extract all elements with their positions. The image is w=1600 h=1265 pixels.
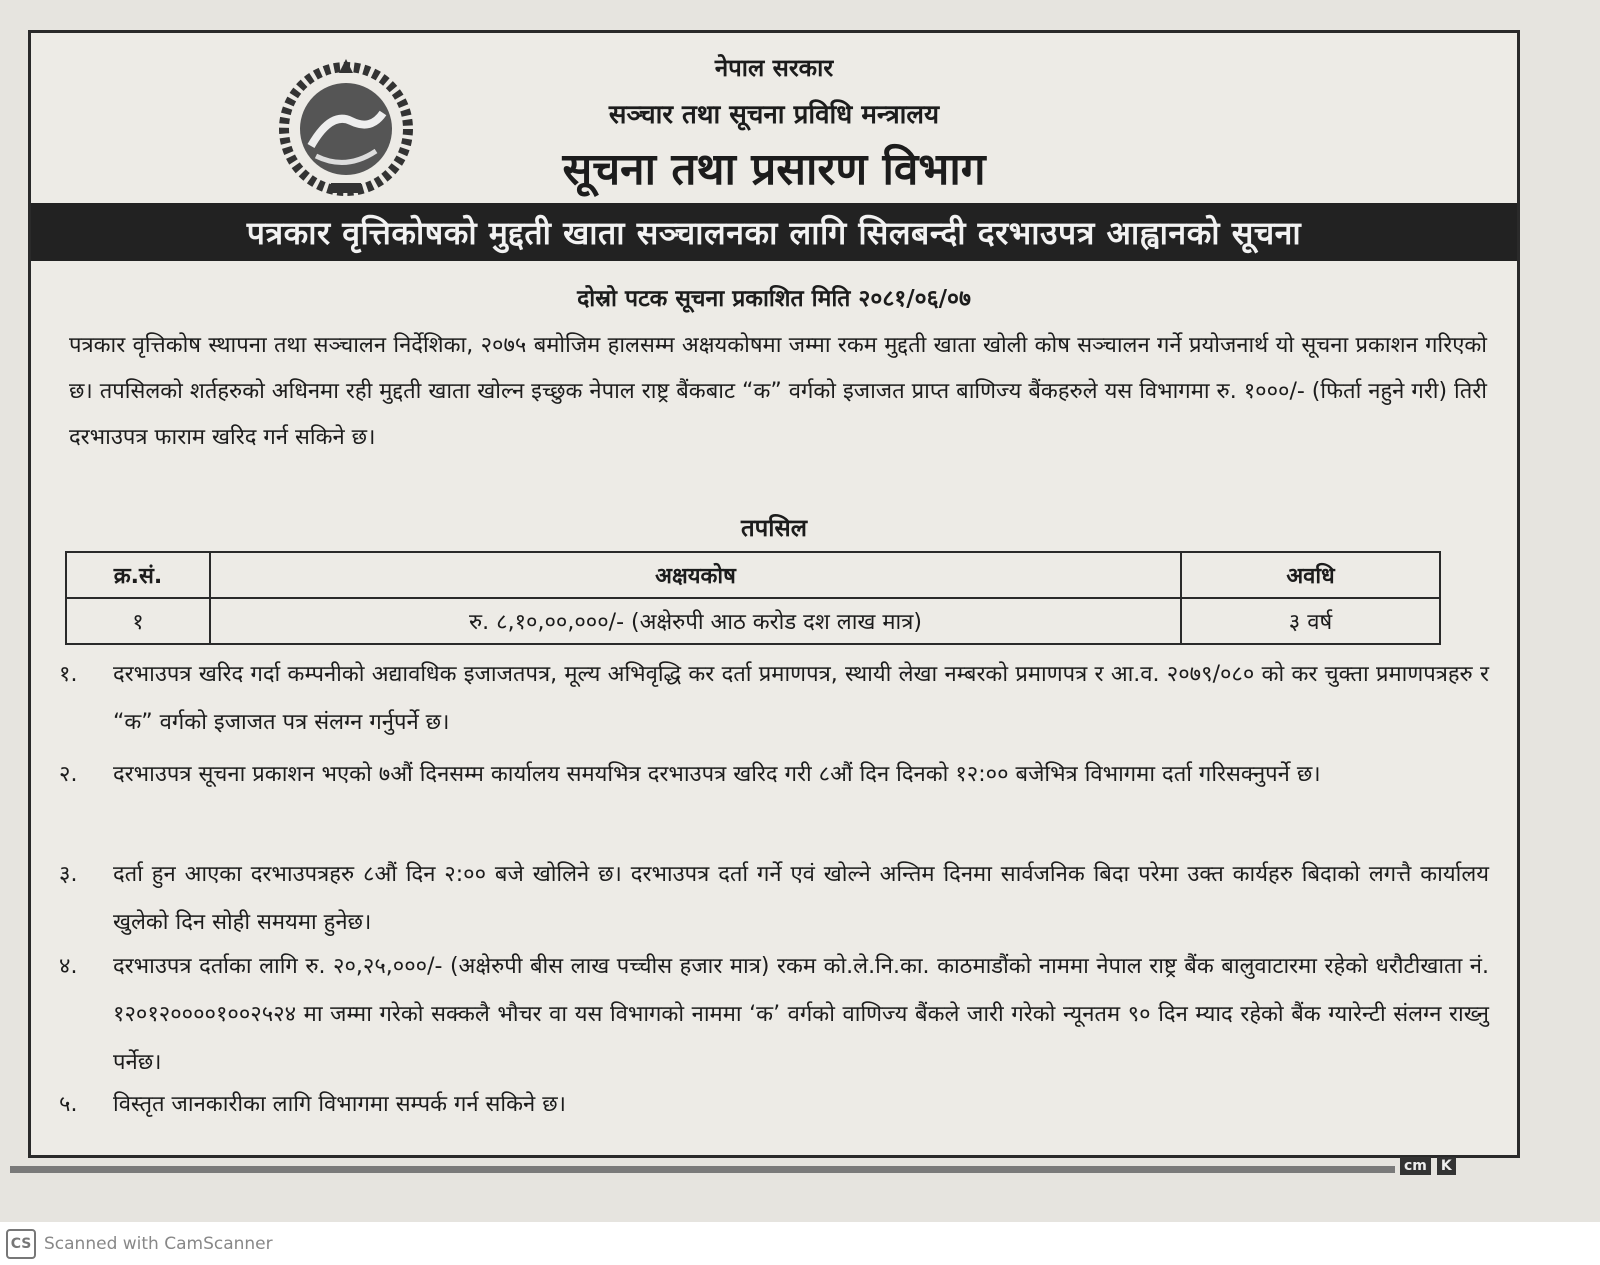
- condition-text: दरभाउपत्र खरिद गर्दा कम्पनीको अद्यावधिक इजाजतपत्र, मूल्य अभिवृद्धि कर दर्ता प्रमाणपत्र, स्थायी लेखा नम्बरको प्रमाणपत्र र आ.व. २०७९/०८० को कर चुक्ता प्रमाणपत्रहरु र “क” वर्गको इजाजत पत्र संलग्न गर्नुपर्ने छ।: [113, 662, 1489, 735]
- ministry-name: सञ्चार तथा सूचना प्रविधि मन्त्रालय: [608, 100, 940, 130]
- condition-item-2: [59, 751, 1489, 799]
- publication-date: दोस्रो पटक सूचना प्रकाशित मिति २०८१/०६/०७: [577, 286, 971, 312]
- scanner-footer: [0, 1222, 1600, 1265]
- print-mark-k: K: [1437, 1157, 1456, 1175]
- condition-number: २.: [59, 762, 78, 787]
- condition-item-3: [59, 851, 1489, 947]
- condition-text: विस्तृत जानकारीका लागि विभागमा सम्पर्क गर्न सकिने छ।: [113, 1092, 566, 1117]
- condition-number: ५.: [59, 1092, 78, 1117]
- cell-endowment-amount: रु. ८,१०,००,०००/- (अक्षेरुपी आठ करोड दश लाख मात्र): [210, 598, 1181, 644]
- notice-box: [28, 30, 1520, 1158]
- condition-text: दर्ता हुन आएका दरभाउपत्रहरु ८औं दिन २:०० बजे खोलिने छ। दरभाउपत्र दर्ता गर्ने एवं खोल्ने अन्तिम दिनमा सार्वजनिक बिदा परेमा उक्त कार्यहरु बिदाको लगत्तै कार्यालय खुलेको दिन सोही समयमा हुनेछ।: [113, 862, 1489, 935]
- condition-item-1: [59, 651, 1489, 747]
- print-registration-marks: [1400, 1157, 1456, 1175]
- condition-text: दरभाउपत्र सूचना प्रकाशन भएको ७औं दिनसम्म कार्यालय समयभित्र दरभाउपत्र खरिद गरी ८औं दिन दिनको १२:०० बजेभित्र विभागमा दर्ता गरिसक्नुपर्ने छ।: [113, 762, 1321, 787]
- schedule-title: तपसिल: [740, 514, 808, 542]
- condition-item-5: [59, 1081, 1489, 1129]
- column-header-endowment: अक्षयकोष: [210, 552, 1181, 598]
- intro-paragraph: पत्रकार वृत्तिकोष स्थापना तथा सञ्चालन निर्देशिका, २०७५ बमोजिम हालसम्म अक्षयकोषमा जम्मा रकम मुद्दती खाता खोली कोष सञ्चालन गर्ने प्रयोजनार्थ यो सूचना प्रकाशन गरिएको छ। तपसिलको शर्तहरुको अधिनमा रही मुद्दती खाता खोल्न इच्छुक नेपाल राष्ट्र बैंकबाट “क” वर्गको इजाजत प्राप्त बाणिज्य बैंकहरुले यस विभागमा रु. १०००/- (फिर्ता नहुने गरी) तिरी दरभाउपत्र फाराम खरिद गर्न सकिने छ।: [69, 333, 1487, 450]
- table-row: [66, 598, 1440, 644]
- print-rule: [10, 1166, 1395, 1173]
- camscanner-logo-icon: CS: [6, 1229, 36, 1259]
- condition-item-4: [59, 943, 1489, 1087]
- print-mark-cm: cm: [1400, 1157, 1431, 1175]
- cell-duration: ३ वर्ष: [1181, 598, 1440, 644]
- notice-title-banner: पत्रकार वृत्तिकोषको मुद्दती खाता सञ्चालनका लागि सिलबन्दी दरभाउपत्र आह्वानको सूचना: [31, 203, 1517, 261]
- table-header-row: [66, 552, 1440, 598]
- column-header-duration: अवधि: [1181, 552, 1440, 598]
- condition-number: ३.: [59, 862, 78, 887]
- column-header-serial: क्र.सं.: [66, 552, 210, 598]
- schedule-table: [65, 551, 1441, 645]
- condition-text: दरभाउपत्र दर्ताका लागि रु. २०,२५,०००/- (अक्षेरुपी बीस लाख पच्चीस हजार मात्र) रकम को.ले.नि.का. काठमाडौंको नाममा नेपाल राष्ट्र बैंक बालुवाटारमा रहेको धरौटीखाता नं. १२०१२००००१००२५२४ मा जम्मा गरेको सक्कलै भौचर वा यस विभागको नाममा ‘क’ वर्गको वाणिज्य बैंकले जारी गरेको न्यूनतम ९० दिन म्याद रहेको बैंक ग्यारेन्टी संलग्न राख्नु पर्नेछ।: [113, 954, 1489, 1075]
- condition-number: ४.: [59, 954, 78, 979]
- department-name: सूचना तथा प्रसारण विभाग: [562, 144, 986, 195]
- cell-serial: १: [66, 598, 210, 644]
- condition-number: १.: [59, 662, 78, 687]
- government-name: नेपाल सरकार: [714, 54, 834, 82]
- scanner-watermark-text: Scanned with CamScanner: [44, 1233, 273, 1254]
